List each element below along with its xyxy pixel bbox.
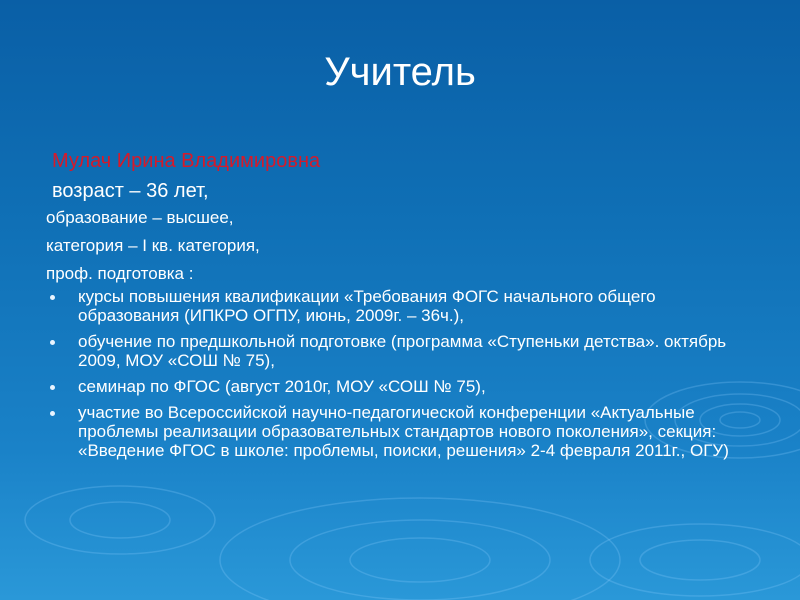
- list-item-text: обучение по предшкольной подготовке (программа «Ступеньки детства». октябрь 2009, МОУ «СОШ № 75),: [78, 332, 727, 370]
- bullet-icon: [50, 295, 55, 300]
- bullet-icon: [50, 340, 55, 345]
- list-item: [48, 287, 748, 325]
- category-line: категория – I кв. категория,: [46, 236, 260, 255]
- education-line: образование – высшее,: [46, 208, 234, 227]
- list-item-text: семинар по ФГОС (август 2010г, МОУ «СОШ № 75),: [78, 377, 486, 396]
- bullet-icon: [50, 411, 55, 416]
- list-item: [48, 332, 748, 370]
- list-item: [48, 403, 748, 460]
- professional-training-heading: проф. подготовка :: [46, 264, 194, 283]
- age-line: возраст – 36 лет,: [52, 180, 209, 202]
- teacher-name: Мулач Ирина Владимировна: [52, 150, 321, 172]
- slide-title: Учитель: [324, 50, 476, 94]
- list-item: [48, 377, 748, 396]
- training-list: [48, 287, 748, 467]
- bullet-icon: [50, 385, 55, 390]
- list-item-text: участие во Всероссийской научно-педагогической конференции «Актуальные проблемы реализации образовательных стандартов нового поколения», секция: «Введение ФГОС в школе: проблемы, поиски, решения» 2-4 февраля 2011г., ОГУ): [78, 403, 729, 460]
- list-item-text: курсы повышения квалификации «Требования ФОГС начального общего образования (ИПКРО ОГПУ, июнь, 2009г. – 36ч.),: [78, 287, 656, 325]
